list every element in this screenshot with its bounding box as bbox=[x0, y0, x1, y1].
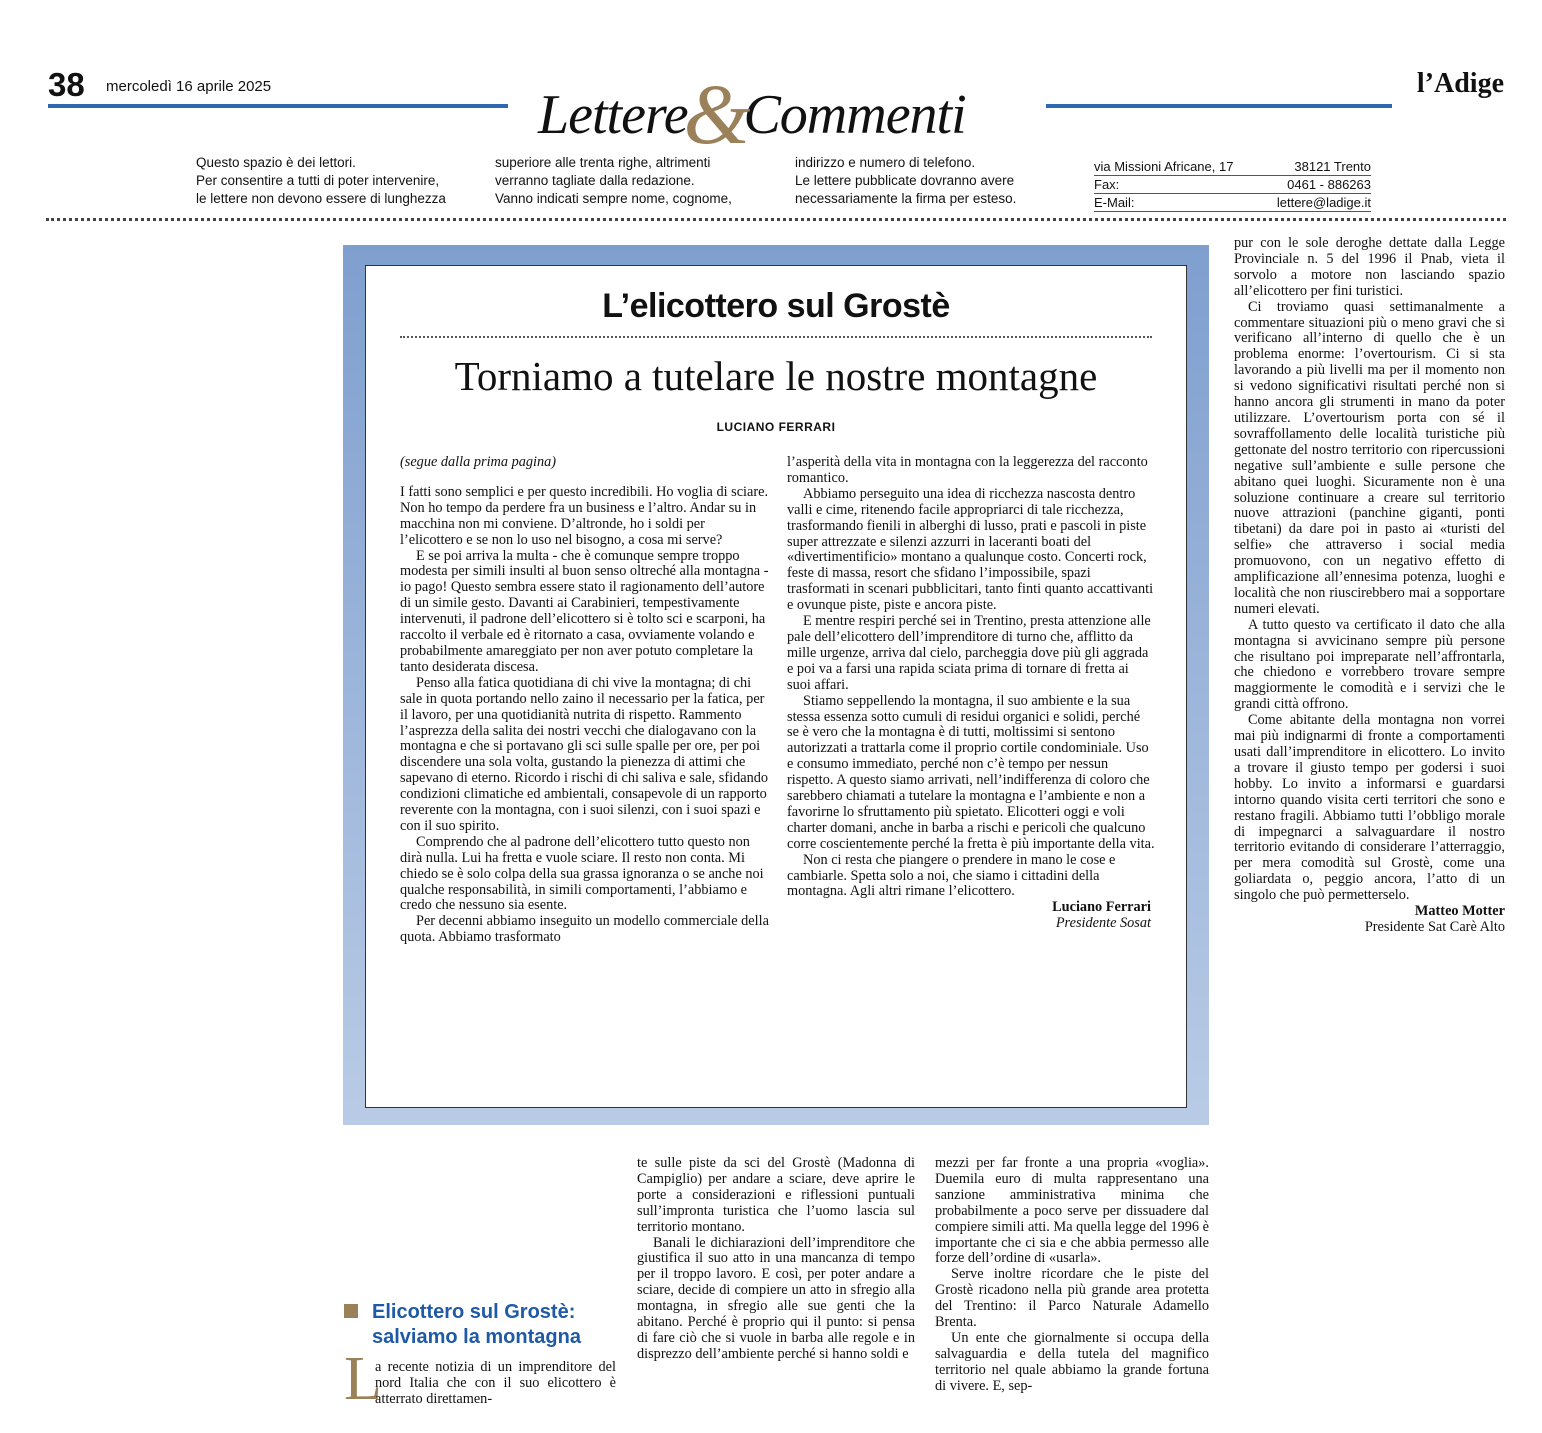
intro-line: Per consentire a tutti di poter intervenire, bbox=[196, 173, 440, 188]
paragraph: mezzi per far fronte a una propria «voglia». Duemila euro di multa rappresentano una sanzione amministrativa minima che probabilmente a poco serve per dissuadere dal compiere simili atti. Ma quella legge del 1996 è importante che ci sia e che abbia permesso alle forze dell’ordine di «usarla». bbox=[935, 1155, 1209, 1267]
continued-note: (segue dalla prima pagina) bbox=[400, 454, 557, 470]
issue-date: mercoledì 16 aprile 2025 bbox=[106, 78, 272, 95]
bottom-col-2 bbox=[637, 1156, 915, 1363]
paragraph: Un ente che giornalmente si occupa della salvaguardia e della tutela del magnifico territorio nel quale abbiamo la grande fortuna di vivere. E, sep- bbox=[935, 1329, 1209, 1394]
intro-line: le lettere non devono essere di lunghezza bbox=[196, 191, 446, 206]
contact-address: via Missioni Africane, 17 bbox=[1094, 159, 1234, 174]
intro-line: Questo spazio è dei lettori. bbox=[196, 155, 356, 170]
signature-name: Luciano Ferrari bbox=[1052, 899, 1151, 916]
paragraph: Banali le dichiarazioni dell’imprenditore che giustifica il suo atto in una mancanza di tempo per il troppo lavoro. E così, per poter andare a sciare, decide di compiere un atto in sfregio alla montagna, in sfregio alle sue genti che la abitano. Perché è proprio qui il punto: si pensa di fare ciò che si vuole in barba alle regole e in disprezzo dell’ambiente perché si hanno soldi e bbox=[637, 1234, 915, 1362]
contact-email[interactable]: lettere@ladige.it bbox=[1276, 195, 1371, 210]
paragraph: I fatti sono semplici e per questo incredibili. Ho voglia di sciare. Non ho tempo da perdere fra un business e l’altro. Andar su in macchina non mi conviene. D’altronde, ho i soldi per l’elicottero e se non lo uso nel bisogno, a cosa mi serve? bbox=[400, 483, 769, 548]
paragraph: Per decenni abbiamo inseguito un modello commerciale della quota. Abbiamo trasformato bbox=[400, 913, 769, 946]
paragraph: Penso alla fatica quotidiana di chi vive la montagna; di chi sale in quota portando nello zaino il necessario per la fatica, per il lavoro, per una quotidianità nutrita di rispetto. Rammento l’asprezza della salita dei nostri vecchi che dialogavano con la montagna e che si portavano gli sci sulle spalle per ore, per poi discendere una sola volta, gustando la pienezza di attimi che sapevano di eterno. Ricordo i rischi di chi saliva e sale, sfidando condizioni climatiche ed ambientali, consapevole di un rapporto reverente con la montagna, con i suoi silenzi, con i suoi spazi e con il suo spirito. bbox=[400, 674, 769, 834]
intro-line: indirizzo e numero di telefono. bbox=[795, 155, 976, 170]
intro-col-1 bbox=[196, 154, 446, 208]
paragraph: te sulle piste da sci del Grostè (Madonna di Campiglio) per andare a sciare, deve aprire le porte a considerazioni e riflessioni puntuali sull’impronta turistica che l’uomo lascia sul territorio montano. bbox=[637, 1155, 915, 1235]
kicker-divider bbox=[400, 336, 1152, 338]
intro-line: Le lettere pubblicate dovranno avere bbox=[795, 173, 1015, 188]
bullet-square-icon bbox=[344, 1304, 358, 1318]
article-headline: Torniamo a tutelare le nostre montagne bbox=[454, 353, 1098, 399]
bottom-col-1 bbox=[375, 1360, 616, 1408]
paragraph: Comprendo che al padrone dell’elicottero tutto questo non dirà nulla. Lui ha fretta e vuole sciare. Il resto non conta. Mi chiedo se è solo colpa della sua grassa ignoranza o se anche noi qualche responsabilità, in simili comportamenti, l’abbiamo e credo che nessuno sia esente. bbox=[400, 833, 764, 914]
bottom-article-title bbox=[372, 1300, 581, 1350]
intro-line: superiore alle trenta righe, altrimenti bbox=[495, 155, 711, 170]
section-logo bbox=[538, 54, 966, 162]
paragraph: Non ci resta che piangere o prendere in mano le cose e cambiarle. Spetta solo a noi, che siamo i cittadini della montagna. Agli altri rimane l’elicottero. bbox=[787, 851, 1116, 900]
title-line: salviamo la montagna bbox=[372, 1326, 581, 1348]
article-col-2 bbox=[787, 455, 1155, 932]
newspaper-brand: l’Adige bbox=[1416, 68, 1504, 99]
article-author: LUCIANO FERRARI bbox=[716, 420, 836, 434]
intro-line: Vanno indicati sempre nome, cognome, bbox=[495, 191, 732, 206]
contact-fax-label: Fax: bbox=[1094, 177, 1120, 192]
paragraph: l’asperità della vita in montagna con la leggerezza del racconto romantico. bbox=[787, 454, 1148, 486]
paragraph: Serve inoltre ricordare che le piste del Grostè ricadono nella più grande area protetta del Trentino: il Parco Naturale Adamello Brenta. bbox=[935, 1266, 1209, 1331]
paragraph: Stiamo seppellendo la montagna, il suo ambiente e la sua stessa essenza sotto cumuli di residui organici e solidi, perché se è vero che la montagna è di tutti, moltissimi si sentono autorizzati a trattarla come il proprio cortile condominiale. Uso e consumo immediato, perché non c’è tempo per nessun rispetto. A questo siamo arrivati, nell’indifferenza di coloro che sarebbero chiamati a tutelare la montagna e l’ambiente e non a favorirne lo sfruttamento più spietato. Elicotteri oggi e voli charter domani, anche in barba a rischi e pericoli che qualcuno corre coscientemente perché la fretta è più importante della vita. bbox=[787, 692, 1155, 852]
article-kicker: L’elicottero sul Grostè bbox=[602, 287, 950, 325]
signature-title: Presidente Sat Carè Alto bbox=[1364, 918, 1505, 935]
header-rule-right bbox=[1046, 104, 1392, 108]
article-col-1 bbox=[400, 455, 770, 946]
paragraph: E se poi arriva la multa - che è comunque sempre troppo modesta per simili insulti al buon senso oltreché alla montagna - io pago! Questo sembra essere stato il ragionamento dell’autore di un simile gesto. Davanti ai Carabinieri, tempestivamente intervenuti, il padrone dell’elicottero si è tolto sci e scarponi, ha raccolto il verbale ed è ritornato a casa, ovviamente volando e probabilmente amareggiato per non aver potuto completare la tanto desiderata discesa. bbox=[400, 547, 769, 675]
paragraph: E mentre respiri perché sei in Trentino, presta attenzione alle pale dell’elicottero dell’imprenditore di turno che, afflitto da mille urgenze, arriva dal cielo, parcheggia dove più gli aggrada e poi va a farsi una rapida sciata prima di tornare di fretta ai suoi affari. bbox=[787, 613, 1151, 693]
section-right: Commenti bbox=[743, 84, 966, 146]
paragraph: pur con le sole deroghe dettate dalla Legge Provinciale n. 5 del 1996 il Pnab, vieta il sorvolo a motore non lasciando spazio all’elicottero per fini turistici. bbox=[1234, 235, 1505, 299]
title-line: Elicottero sul Grostè: bbox=[372, 1301, 576, 1323]
paragraph: a recente notizia di un imprenditore del nord Italia che con il suo elicottero è atterrato direttamen- bbox=[375, 1359, 616, 1407]
contact-box bbox=[1094, 158, 1371, 212]
contact-email-label: E-Mail: bbox=[1094, 195, 1135, 210]
page-number: 38 bbox=[48, 66, 85, 103]
contact-city: 38121 Trento bbox=[1294, 159, 1371, 174]
signature-name: Matteo Motter bbox=[1414, 903, 1505, 920]
intro-col-2 bbox=[495, 154, 732, 208]
dropcap-letter: L bbox=[344, 1345, 382, 1413]
header-rule-left bbox=[48, 104, 508, 108]
intro-line: necessariamente la firma per esteso. bbox=[795, 191, 1017, 206]
signature-title: Presidente Sosat bbox=[1055, 915, 1151, 932]
intro-col-3 bbox=[795, 154, 1016, 208]
section-left: Lettere bbox=[538, 84, 688, 146]
bottom-col-3 bbox=[935, 1156, 1209, 1395]
paragraph: A tutto questo va certificato il dato che alla montagna si avvicinano sempre più persone che risultano poi impreparate nell’affrontarla, che chiedono e vorrebbero trovare sempre maggiormente le comodità e i servizi che le grandi città offrono. bbox=[1234, 616, 1505, 713]
contact-fax: 0461 - 886263 bbox=[1287, 177, 1371, 192]
paragraph: Come abitante della montagna non vorrei mai più indignarmi di fronte a comportamenti usati dall’imprenditore in elicottero. Lo invito a trovare il giusto tempo per godersi i suoi hobby. Lo invito a informarsi e guardarsi intorno quando visita certi territori che sono e restano fragili. Abbiamo tutti l’obbligo morale di impegnarci a salvaguardare il nostro territorio evitando di considerare l’atterraggio, per mera comodità sul Grostè, come una goliardata o, peggio ancora, l’atto di un singolo che può permetterselo. bbox=[1234, 712, 1505, 904]
paragraph: Abbiamo perseguito una idea di ricchezza nascosta dentro valli e cime, ritenendo facile appropriarci di tale ricchezza, trasformando fienili in alberghi di lusso, prati e pascoli in piste super attrezzate e silenzi azzurri in laceranti boati del «divertimentificio» montano a qualunque costo. Concerti rock, feste di massa, resort che sfidano l’impossibile, spazi trasformati in scenari pubblicitari, tanto finti quanto accattivanti e ovunque piste, piste e ancora piste. bbox=[787, 485, 1154, 614]
right-letter-column bbox=[1234, 236, 1505, 936]
header-dotted-divider bbox=[46, 218, 1506, 221]
section-amp: & bbox=[683, 66, 750, 162]
intro-line: verranno tagliate dalla redazione. bbox=[495, 173, 695, 188]
paragraph: Ci troviamo quasi settimanalmente a commentare situazioni più o meno gravi che si verificano all’interno di quello che è un problema enorme: l’overtourism. Ci si sta lavorando a più livelli ma per il momento non si vedono significativi risultati perché non si hanno ancora gli strumenti in mano da poter utilizzare. L’overtourism porta con sé il sovraffollamento delle località turistiche più gettonate del nostro territorio con ripercussioni negative sull’ambiente e sulle persone che abitano quei luoghi. Sicuramente non è una soluzione continuare a creare sul territorio nuove attrazioni (panchine giganti, ponti tibetani) da dare poi in pasto ai «turisti del selfie» che attraverso i social media promuovono, con un negativo effetto di amplificazione all’ennesima potenza, luoghi e località che non riuscirebbero mai a sopportare numeri elevati. bbox=[1234, 298, 1505, 617]
